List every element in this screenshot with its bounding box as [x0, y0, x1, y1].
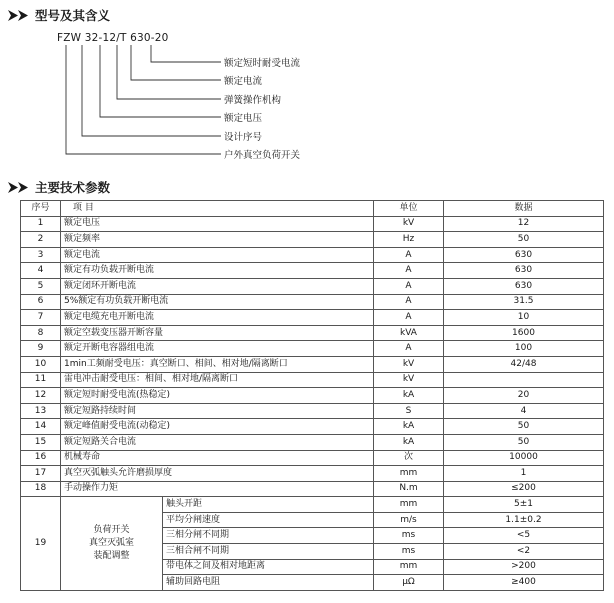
- row-item: 机械寿命: [61, 450, 374, 466]
- spec-table-body: [21, 216, 604, 590]
- row-unit: μΩ: [374, 575, 444, 591]
- row-unit: N.m: [374, 481, 444, 497]
- row-value: 1.1±0.2: [444, 512, 604, 528]
- row-item: 额定闭环开断电流: [61, 278, 374, 294]
- row-item: 带电体之间及相对地距离: [163, 559, 374, 575]
- row-item: 额定峰值耐受电流(动稳定): [61, 419, 374, 435]
- header-no: 序号: [21, 201, 61, 217]
- row-unit: kV: [374, 356, 444, 372]
- row-item: 额定短路持续时间: [61, 403, 374, 419]
- model-code: FZW 32-12/T 630-20: [57, 32, 169, 44]
- row-value: >200: [444, 559, 604, 575]
- row-no: 10: [21, 356, 61, 372]
- section-model-title: 型号及其含义: [35, 8, 111, 23]
- model-label-rated-voltage: 额定电压: [224, 113, 263, 124]
- row-value: 12: [444, 216, 604, 232]
- row-unit: Hz: [374, 232, 444, 248]
- row-unit: ms: [374, 544, 444, 560]
- row-unit: m/s: [374, 512, 444, 528]
- row-unit: kA: [374, 434, 444, 450]
- row-unit: kV: [374, 216, 444, 232]
- spec-table: [20, 200, 604, 591]
- model-label-rated-current: 额定电流: [224, 76, 263, 87]
- double-arrow-icon: [8, 182, 30, 193]
- row-no: 19: [21, 497, 61, 591]
- row-unit: mm: [374, 466, 444, 482]
- row-unit: A: [374, 278, 444, 294]
- row-no: 9: [21, 341, 61, 357]
- row-no: 6: [21, 294, 61, 310]
- table-row: [21, 356, 604, 372]
- row-item: 手动操作力矩: [61, 481, 374, 497]
- row-unit: A: [374, 341, 444, 357]
- table-row: [21, 216, 604, 232]
- row-item: 额定电流: [61, 247, 374, 263]
- model-label-spring-mechanism: 弹簧操作机构: [224, 95, 282, 106]
- row-value: 20: [444, 388, 604, 404]
- row-value: 50: [444, 419, 604, 435]
- row-no: 13: [21, 403, 61, 419]
- row-unit: S: [374, 403, 444, 419]
- row-value: 50: [444, 232, 604, 248]
- row-value: 1: [444, 466, 604, 482]
- row-value: 100: [444, 341, 604, 357]
- row-unit: A: [374, 247, 444, 263]
- header-value: 数据: [444, 201, 604, 217]
- row-item: 真空灭弧触头允许磨损厚度: [61, 466, 374, 482]
- table-row: [21, 278, 604, 294]
- group-label-line: 负荷开关: [93, 525, 130, 536]
- section-params-heading: [8, 178, 110, 196]
- row-no: 18: [21, 481, 61, 497]
- row-no: 1: [21, 216, 61, 232]
- row-item: 额定短时耐受电流(热稳定): [61, 388, 374, 404]
- group-label: [61, 497, 163, 591]
- row-no: 14: [21, 419, 61, 435]
- table-row: [21, 388, 604, 404]
- row-unit: kA: [374, 419, 444, 435]
- row-no: 17: [21, 466, 61, 482]
- section-params-title: 主要技术参数: [35, 180, 111, 195]
- row-item: 雷电冲击耐受电压：相间、相对地/隔离断口: [61, 372, 374, 388]
- row-value: 50: [444, 434, 604, 450]
- row-unit: ms: [374, 528, 444, 544]
- row-no: 11: [21, 372, 61, 388]
- header-unit: 单位: [374, 201, 444, 217]
- row-value: 42/48: [444, 356, 604, 372]
- row-unit: 次: [374, 450, 444, 466]
- table-row: [21, 341, 604, 357]
- row-no: 5: [21, 278, 61, 294]
- table-row: [21, 247, 604, 263]
- row-value: 31.5: [444, 294, 604, 310]
- row-value: ≥400: [444, 575, 604, 591]
- row-item: 额定频率: [61, 232, 374, 248]
- row-item: 额定电压: [61, 216, 374, 232]
- model-label-design-number: 设计序号: [224, 132, 263, 143]
- table-row: [21, 372, 604, 388]
- row-value: 630: [444, 247, 604, 263]
- row-value: ≤200: [444, 481, 604, 497]
- row-item: 5%额定有功负载开断电流: [61, 294, 374, 310]
- row-unit: A: [374, 310, 444, 326]
- row-unit: kA: [374, 388, 444, 404]
- row-unit: kVA: [374, 325, 444, 341]
- row-value: 630: [444, 263, 604, 279]
- row-no: 3: [21, 247, 61, 263]
- row-value: 10000: [444, 450, 604, 466]
- row-item: 额定有功负载开断电流: [61, 263, 374, 279]
- row-value: [444, 372, 604, 388]
- row-no: 4: [21, 263, 61, 279]
- row-value: 630: [444, 278, 604, 294]
- table-row: [21, 403, 604, 419]
- row-item: 辅助回路电阻: [163, 575, 374, 591]
- row-item: 触头开距: [163, 497, 374, 513]
- row-item: 三相合闸不同期: [163, 544, 374, 560]
- row-unit: A: [374, 263, 444, 279]
- row-item: 1min工频耐受电压：真空断口、相间、相对地/隔离断口: [61, 356, 374, 372]
- row-item: 平均分闸速度: [163, 512, 374, 528]
- row-unit: A: [374, 294, 444, 310]
- row-no: 15: [21, 434, 61, 450]
- table-row: [21, 450, 604, 466]
- table-row: [21, 419, 604, 435]
- row-item: 额定开断电容器组电流: [61, 341, 374, 357]
- table-row: [21, 481, 604, 497]
- group-label-line: 装配调整: [93, 551, 130, 562]
- row-no: 2: [21, 232, 61, 248]
- table-header-row: [21, 201, 604, 217]
- row-value: 10: [444, 310, 604, 326]
- table-row: [21, 263, 604, 279]
- row-value: 1600: [444, 325, 604, 341]
- row-no: 16: [21, 450, 61, 466]
- table-row: [21, 325, 604, 341]
- table-row: [21, 434, 604, 450]
- table-row: [21, 466, 604, 482]
- row-value: <5: [444, 528, 604, 544]
- row-no: 8: [21, 325, 61, 341]
- model-bracket-diagram: [0, 0, 614, 180]
- row-no: 12: [21, 388, 61, 404]
- group-label-line: 真空灭弧室: [88, 538, 134, 549]
- row-value: <2: [444, 544, 604, 560]
- table-row: [21, 232, 604, 248]
- row-item: 额定短路关合电流: [61, 434, 374, 450]
- row-no: 7: [21, 310, 61, 326]
- model-label-short-time-current: 额定短时耐受电流: [224, 58, 301, 69]
- row-unit: kV: [374, 372, 444, 388]
- row-unit: mm: [374, 559, 444, 575]
- model-label-outdoor-switch: 户外真空负荷开关: [224, 150, 301, 161]
- table-row: [21, 310, 604, 326]
- table-row: [21, 294, 604, 310]
- table-row: [21, 497, 604, 513]
- row-value: 5±1: [444, 497, 604, 513]
- row-unit: mm: [374, 497, 444, 513]
- row-item: 额定电缆充电开断电流: [61, 310, 374, 326]
- row-item: 额定空载变压器开断容量: [61, 325, 374, 341]
- row-value: 4: [444, 403, 604, 419]
- header-item: 项 目: [61, 201, 374, 217]
- row-item: 三相分闸不同期: [163, 528, 374, 544]
